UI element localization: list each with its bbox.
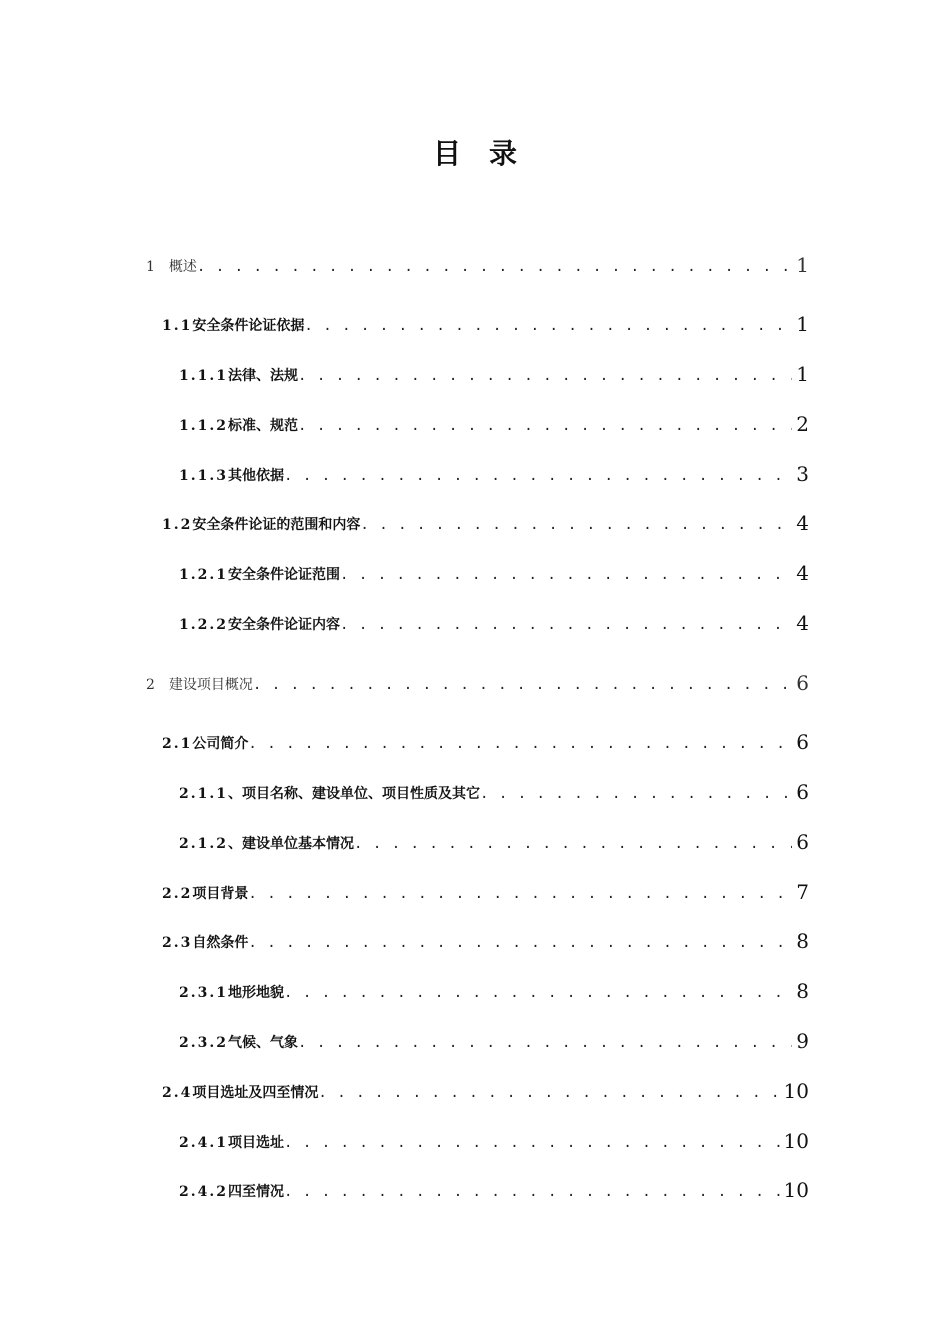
- toc-entry-page-number: 9: [796, 1029, 809, 1053]
- toc-entry-label: 安全条件论证内容: [227, 617, 340, 633]
- toc-entry-number: 1.2: [162, 517, 193, 533]
- toc-entry-number: 1.1.1: [179, 368, 228, 384]
- toc-entry-number: 2.4.2: [179, 1184, 228, 1200]
- toc-entry-page-number: 8: [796, 929, 809, 953]
- toc-entry[interactable]: [179, 1123, 809, 1153]
- toc-entry-page-number: 1: [796, 253, 809, 277]
- toc-entry-label: 项目选址及四至情况: [192, 1085, 319, 1101]
- toc-entry-page-number: 6: [796, 830, 809, 854]
- toc-dot-leader: [318, 1083, 779, 1103]
- toc-entry-label: 气候、气象: [227, 1035, 298, 1051]
- toc-entry[interactable]: [179, 824, 809, 854]
- toc-entry-label: 其他依据: [227, 468, 284, 484]
- toc-entry-page-number: 6: [796, 730, 809, 754]
- toc-entry-label: 概述: [168, 259, 197, 275]
- toc-entry-number: 1: [146, 259, 155, 275]
- page-title: 目录: [432, 137, 545, 170]
- toc-entry-page-number: 2: [796, 412, 809, 436]
- toc-entry-number: 1.2.1: [179, 567, 228, 583]
- toc-entry-number: 2: [146, 677, 155, 693]
- toc-entry-page-number: 10: [783, 1129, 809, 1153]
- toc-dot-leader: [248, 933, 792, 953]
- toc-entry[interactable]: [179, 973, 809, 1003]
- toc-entry-page-number: 4: [796, 511, 809, 535]
- toc-entry-label: 地形地貌: [227, 985, 284, 1001]
- toc-entry-label: 自然条件: [192, 935, 249, 951]
- toc-entry[interactable]: [179, 774, 809, 804]
- toc-entry-page-number: 4: [796, 611, 809, 635]
- toc-entry-number: 1.1: [162, 318, 193, 334]
- toc-dot-leader: [253, 675, 792, 695]
- toc-entry-number: 2.2: [162, 886, 193, 902]
- toc-dot-leader: [354, 834, 792, 854]
- toc-dot-leader: [284, 983, 792, 1003]
- toc-entry-page-number: 8: [796, 979, 809, 1003]
- toc-entry-number: 2.3: [162, 935, 193, 951]
- toc-entry-number: 2.1.1: [179, 786, 228, 802]
- toc-entry-number: 2.1.2: [179, 836, 228, 852]
- toc-entry[interactable]: [146, 665, 809, 695]
- toc-entry-label: 四至情况: [227, 1184, 284, 1200]
- toc-entry[interactable]: [179, 406, 809, 436]
- toc-entry[interactable]: [162, 306, 809, 336]
- toc-entry[interactable]: [179, 456, 809, 486]
- toc-entry-number: 2.4: [162, 1085, 193, 1101]
- toc-dot-leader: [304, 316, 792, 336]
- toc-entry[interactable]: [146, 247, 809, 277]
- toc-entry[interactable]: [162, 874, 809, 904]
- toc-dot-leader: [298, 366, 792, 386]
- toc-dot-leader: [298, 416, 792, 436]
- toc-entry-label: 、建设单位基本情况: [227, 836, 354, 852]
- toc-dot-leader: [298, 1033, 792, 1053]
- toc-entry-page-number: 7: [796, 880, 809, 904]
- toc-entry[interactable]: [179, 1023, 809, 1053]
- toc-entry-number: 2.3.1: [179, 985, 228, 1001]
- toc-entry-number: 1.1.3: [179, 468, 228, 484]
- toc-dot-leader: [197, 257, 792, 277]
- toc-entry[interactable]: [179, 605, 809, 635]
- toc-dot-leader: [284, 1133, 780, 1153]
- toc-dot-leader: [248, 734, 792, 754]
- toc-entry-label: 安全条件论证范围: [227, 567, 340, 583]
- toc-entry-label: 项目背景: [192, 886, 249, 902]
- toc-entry-label: 安全条件论证的范围和内容: [192, 517, 361, 533]
- toc-entry[interactable]: [179, 356, 809, 386]
- toc-entry[interactable]: [162, 724, 809, 754]
- toc-entry[interactable]: [162, 923, 809, 953]
- toc-dot-leader: [340, 565, 792, 585]
- toc-entry-label: 公司简介: [192, 736, 249, 752]
- toc-entry-page-number: 3: [796, 462, 809, 486]
- toc-dot-leader: [340, 615, 792, 635]
- toc-entry[interactable]: [162, 1073, 809, 1103]
- toc-entry-label: 项目选址: [227, 1135, 284, 1151]
- toc-dot-leader: [248, 884, 792, 904]
- toc-entry-page-number: 4: [796, 561, 809, 585]
- toc-entry-page-number: 6: [796, 780, 809, 804]
- toc-entry-label: 标准、规范: [227, 418, 298, 434]
- toc-entry-page-number: 10: [783, 1079, 809, 1103]
- toc-entry-label: 安全条件论证依据: [192, 318, 305, 334]
- toc-entry-page-number: 6: [796, 671, 809, 695]
- toc-entry-page-number: 10: [783, 1178, 809, 1202]
- toc-entry-page-number: 1: [796, 362, 809, 386]
- toc-entry-label: 建设项目概况: [168, 677, 253, 693]
- toc-entry-number: 2.4.1: [179, 1135, 228, 1151]
- toc-dot-leader: [284, 466, 792, 486]
- toc-dot-leader: [480, 784, 792, 804]
- toc-entry[interactable]: [162, 505, 809, 535]
- toc-entry-number: 2.1: [162, 736, 193, 752]
- toc-entry[interactable]: [179, 1172, 809, 1202]
- toc-entry[interactable]: [179, 555, 809, 585]
- toc-entry-number: 2.3.2: [179, 1035, 228, 1051]
- toc-dot-leader: [284, 1182, 780, 1202]
- toc-entry-number: 1.2.2: [179, 617, 228, 633]
- toc-entry-page-number: 1: [796, 312, 809, 336]
- toc-entry-label: 、项目名称、建设单位、项目性质及其它: [227, 786, 480, 802]
- toc-entry-label: 法律、法规: [227, 368, 298, 384]
- toc-dot-leader: [360, 515, 792, 535]
- toc-entry-number: 1.1.2: [179, 418, 228, 434]
